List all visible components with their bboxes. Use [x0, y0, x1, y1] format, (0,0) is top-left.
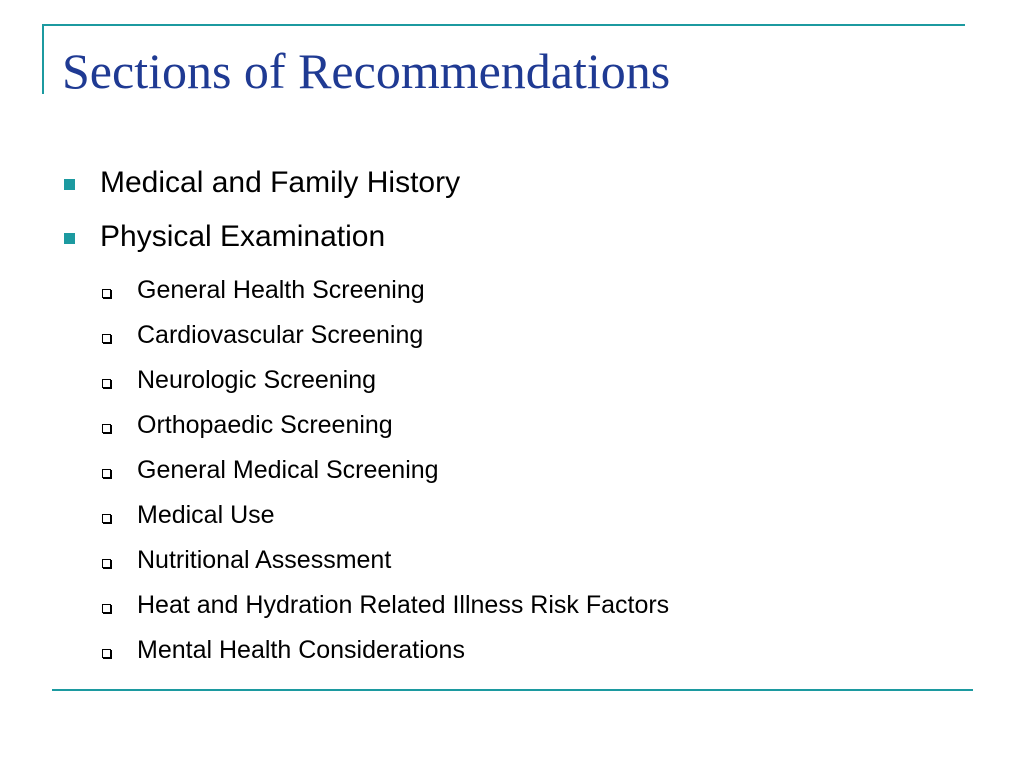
sub-bullet-general-medical-screening [0, 448, 669, 493]
hollow-square-icon [102, 649, 111, 658]
sub-bullet-label: Medical Use [137, 501, 275, 529]
hollow-square-icon [102, 379, 111, 388]
sub-bullet-label: General Health Screening [137, 276, 425, 304]
sub-bullet-medical-use [0, 493, 669, 538]
sub-bullet-nutritional-assessment [0, 538, 669, 583]
hollow-square-icon [102, 604, 111, 613]
hollow-square-icon [102, 334, 111, 343]
bullet-list [0, 160, 669, 673]
hollow-square-icon [102, 424, 111, 433]
sub-bullet-label: Cardiovascular Screening [137, 321, 424, 349]
sub-bullet-heat-hydration-risk-factors [0, 583, 669, 628]
sub-bullet-neurologic-screening [0, 358, 669, 403]
hollow-square-icon [102, 289, 111, 298]
bullet-label: Medical and Family History [100, 166, 461, 199]
sub-bullet-label: Neurologic Screening [137, 366, 377, 394]
bullet-label: Physical Examination [100, 220, 386, 253]
title-frame-top-rule [42, 24, 965, 26]
footer-rule [52, 689, 973, 691]
sub-bullet-cardiovascular-screening [0, 313, 669, 358]
sub-bullet-mental-health-considerations [0, 628, 669, 673]
sub-bullet-label: Mental Health Considerations [137, 636, 465, 664]
sub-bullet-orthopaedic-screening [0, 403, 669, 448]
hollow-square-icon [102, 514, 111, 523]
hollow-square-icon [102, 469, 111, 478]
sub-bullet-label: Nutritional Assessment [137, 546, 392, 574]
sub-bullet-general-health-screening [0, 268, 669, 313]
hollow-square-icon [102, 559, 111, 568]
filled-square-icon [64, 233, 75, 244]
sub-bullet-label: Heat and Hydration Related Illness Risk Factors [137, 591, 670, 619]
sub-bullet-label: Orthopaedic Screening [137, 411, 393, 439]
bullet-item-medical-family-history [0, 160, 669, 214]
bullet-item-physical-examination [0, 214, 669, 268]
sub-bullet-label: General Medical Screening [137, 456, 439, 484]
title-frame-left-rule [42, 24, 44, 94]
filled-square-icon [64, 179, 75, 190]
slide-title: Sections of Recommendations [62, 43, 671, 99]
